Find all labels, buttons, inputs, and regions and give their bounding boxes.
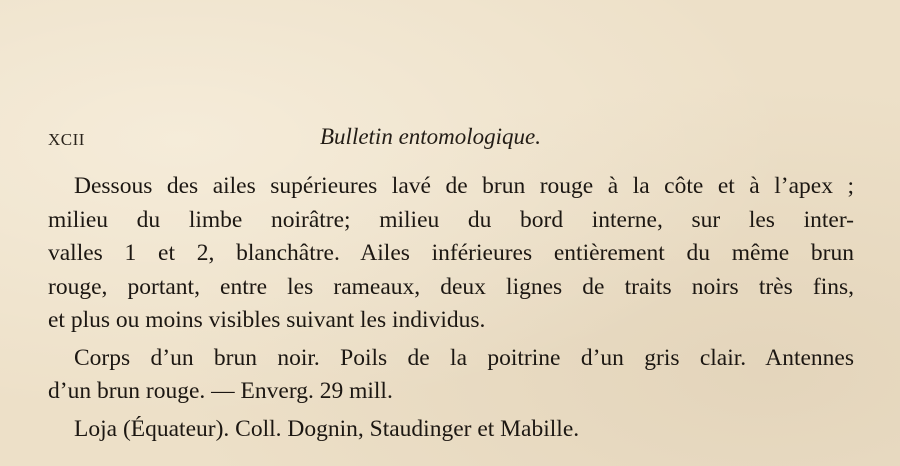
text-line: et plus ou moins visibles suivant les individus. [48, 307, 486, 333]
text-line: d’un brun rouge. — Enverg. 29 mill. [48, 378, 393, 404]
text-line: rouge, portant, entre les rameaux, deux lignes de traits noirs très fins, [48, 273, 854, 300]
text-line: Dessous des ailes supérieures lavé de brun rouge à la côte et à l’apex ; [74, 173, 854, 199]
paragraph-locality [48, 413, 854, 447]
text-line: Corps d’un brun noir. Poils de la poitrine d’un gris clair. Antennes [74, 344, 854, 371]
text-line: Loja (Équateur). Coll. Dognin, Staudinger et Mabille. [74, 415, 580, 442]
text-line: valles 1 et 2, blanchâtre. Ailes inférieures entièrement du même brun [48, 240, 854, 266]
paragraph-body [48, 342, 854, 409]
page-header [48, 124, 860, 154]
paragraph-description [48, 170, 854, 338]
running-title: Bulletin entomologique. [320, 124, 542, 149]
page-number: XCII [48, 130, 85, 149]
text-line: milieu du limbe noirâtre; milieu du bord interne, sur les inter- [48, 206, 854, 233]
body-text [48, 170, 854, 446]
